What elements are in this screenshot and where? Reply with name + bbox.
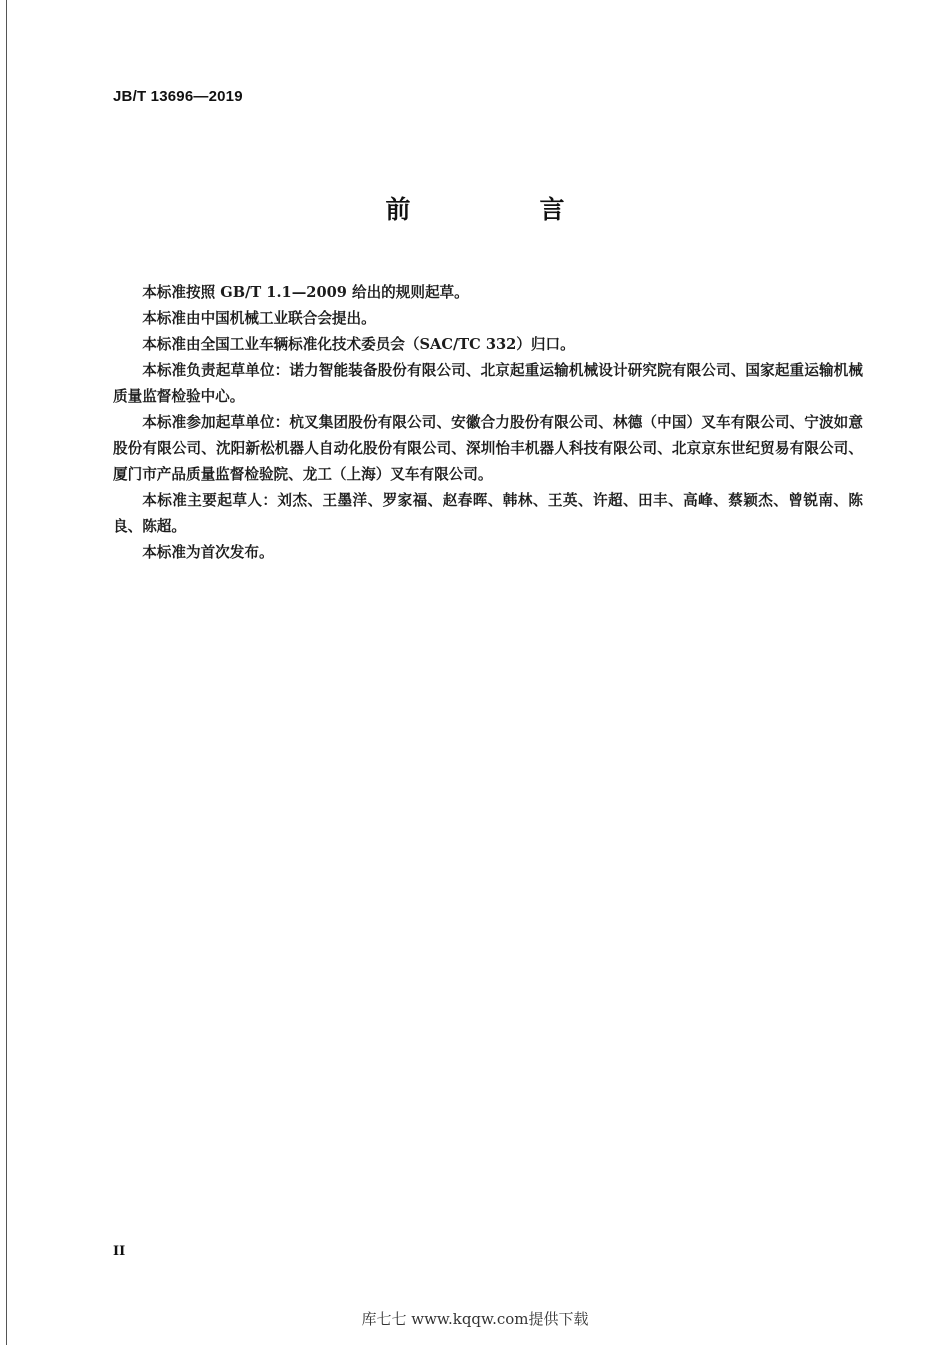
page-number: II <box>113 1244 126 1259</box>
download-watermark: 库七七 www.kqqw.com提供下载 <box>361 1310 589 1328</box>
standard-code: JB/T 13696—2019 <box>113 88 243 105</box>
paragraph-drafting-rules: 本标准按照 GB/T 1.1—2009 给出的规则起草。 <box>142 284 469 301</box>
foreword-body <box>113 280 863 566</box>
page-title: 前 言 <box>385 195 617 224</box>
paragraph-technical-committee: 本标准由全国工业车辆标准化技术委员会（SAC/TC 332）归口。 <box>142 336 575 353</box>
paragraph-main-drafters: 本标准主要起草人：刘杰、王墨洋、罗家福、赵春晖、韩林、王英、许超、田丰、高峰、蔡颖杰、曾锐南、陈良、陈超。 <box>113 492 863 535</box>
paragraph-responsible-drafters: 本标准负责起草单位：诺力智能装备股份有限公司、北京起重运输机械设计研究院有限公司、国家起重运输机械质量监督检验中心。 <box>113 362 863 405</box>
paragraph-proposer: 本标准由中国机械工业联合会提出。 <box>142 310 376 327</box>
paragraph-participating-drafters: 本标准参加起草单位：杭叉集团股份有限公司、安徽合力股份有限公司、林德（中国）叉车有限公司、宁波如意股份有限公司、沈阳新松机器人自动化股份有限公司、深圳怡丰机器人科技有限公司、北京京东世纪贸易有限公司、厦门市产品质量监督检验院、龙工（上海）叉车有限公司。 <box>113 414 863 483</box>
paragraph-first-release: 本标准为首次发布。 <box>142 544 274 561</box>
